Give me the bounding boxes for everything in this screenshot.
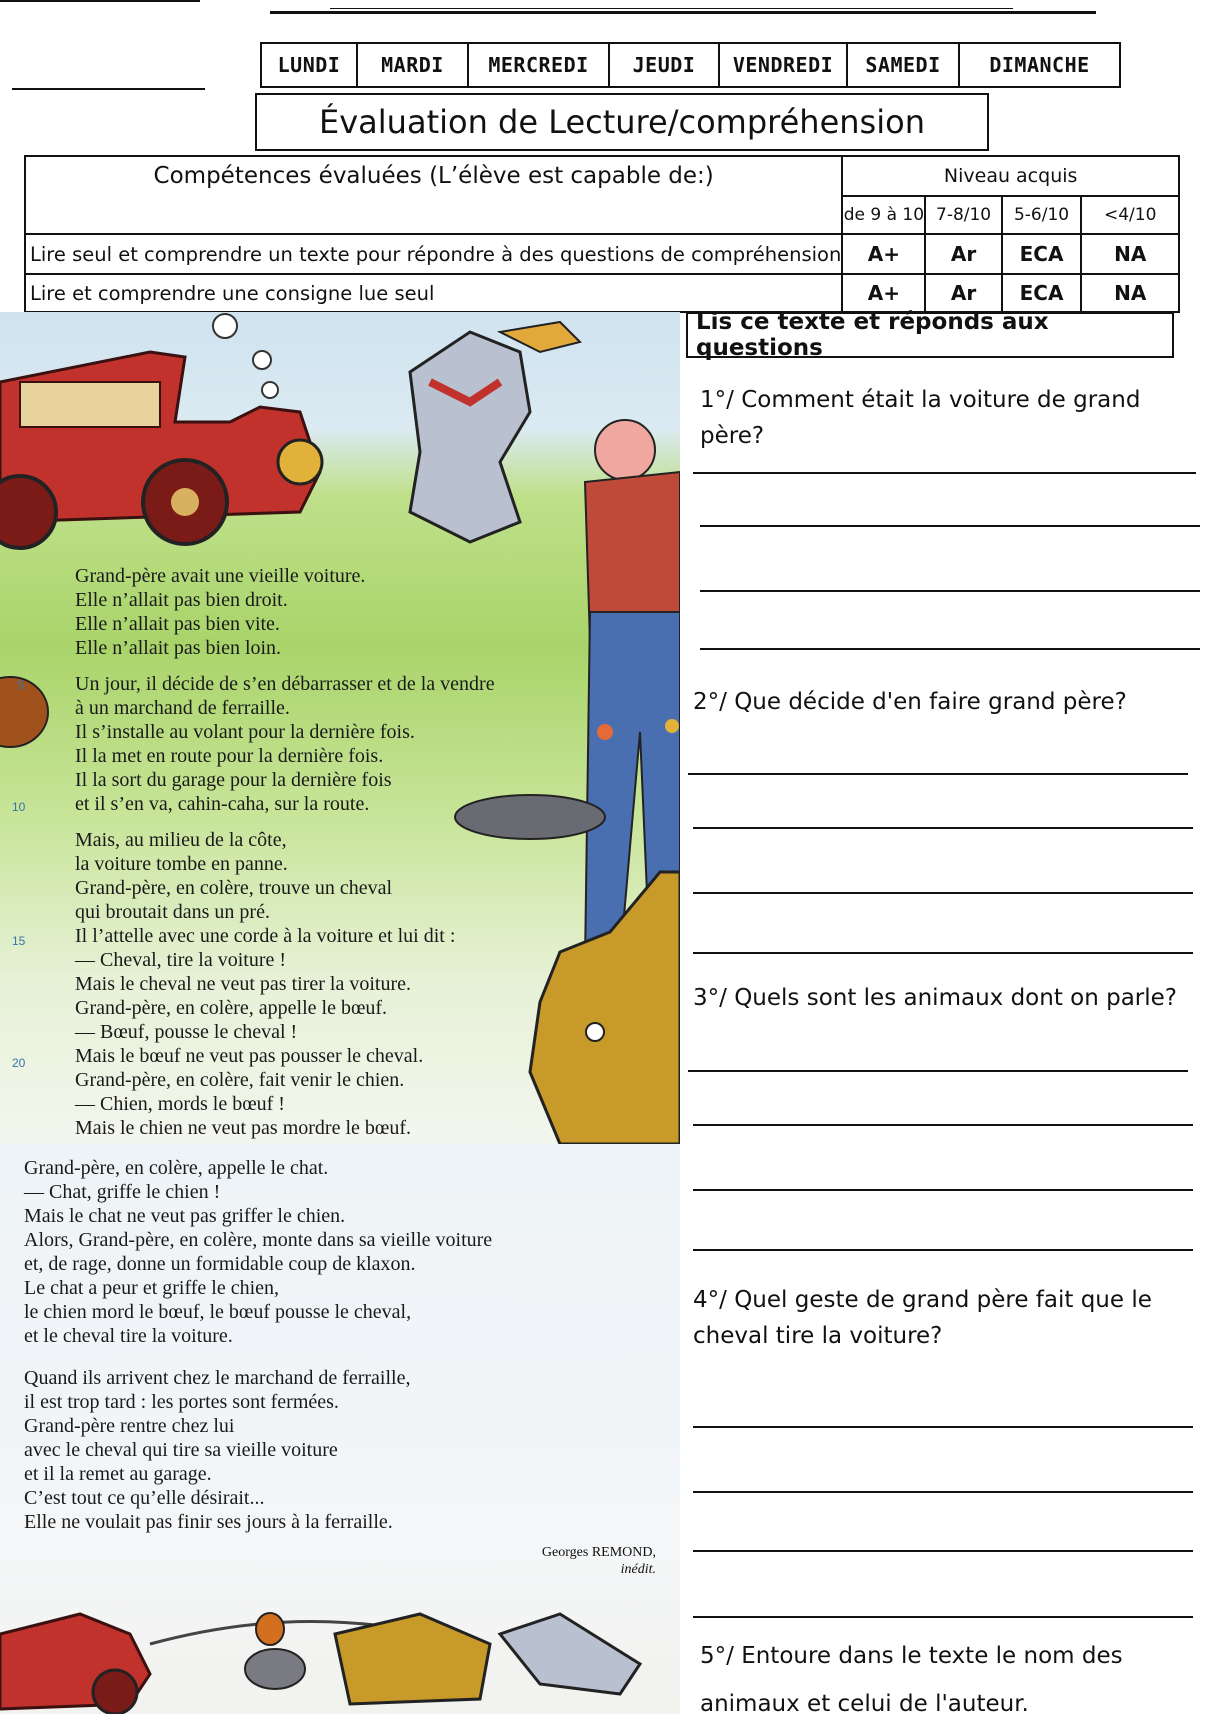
line-number: 20	[12, 1056, 26, 1070]
competence-label: Lire seul et comprendre un texte pour répondre à des questions de compréhension	[25, 234, 842, 274]
day-mercredi[interactable]: MERCREDI	[469, 44, 610, 86]
story-stanza-1: Grand-père avait une vieille voiture. Elle n’allait pas bien droit. Elle n’allait pas bien vite. Elle n’allait pas bien loin.	[75, 565, 366, 659]
table-row	[25, 234, 1179, 274]
day-samedi[interactable]: SAMEDI	[848, 44, 960, 86]
answer-line[interactable]	[693, 1550, 1193, 1552]
answer-line[interactable]	[693, 892, 1193, 894]
level-ar[interactable]: Ar	[925, 274, 1001, 312]
answer-line[interactable]	[700, 648, 1200, 650]
question-2: 2°/ Que décide d'en faire grand père?	[693, 689, 1127, 715]
day-vendredi[interactable]: VENDREDI	[720, 44, 848, 86]
scale-under-4: <4/10	[1081, 196, 1179, 234]
top-long-line	[270, 11, 1096, 14]
author-name: Georges REMOND,	[541, 1545, 656, 1560]
page-title: Évaluation de Lecture/compréhension	[255, 93, 989, 151]
table-row	[25, 274, 1179, 312]
line-number: 5	[18, 678, 25, 692]
answer-line[interactable]	[693, 1249, 1193, 1251]
answer-line[interactable]	[693, 1616, 1193, 1618]
question-4: 4°/ Quel geste de grand père fait que le cheval tire la voiture?	[693, 1287, 1152, 1349]
line-number: 10	[12, 800, 26, 814]
day-mardi[interactable]: MARDI	[358, 44, 469, 86]
competences-table	[24, 155, 1180, 313]
day-lundi[interactable]: LUNDI	[262, 44, 358, 86]
answer-line[interactable]	[693, 1189, 1193, 1191]
answer-line[interactable]	[693, 1124, 1193, 1126]
top-left-line	[0, 0, 200, 2]
date-line	[12, 88, 205, 90]
question-5: 5°/ Entoure dans le texte le nom des animaux et celui de l'auteur.	[700, 1643, 1123, 1717]
day-jeudi[interactable]: JEUDI	[610, 44, 720, 86]
competence-label: Lire et comprendre une consigne lue seul	[25, 274, 842, 312]
story-illustration-bottom	[0, 1144, 680, 1714]
story-stanza-4: Grand-père, en colère, appelle le chat. — Chat, griffe le chien ! Mais le chat ne veut pas griffer le chien. Alors, Grand-père, en colère, monte dans sa vieille voiture et, de rage, donne un formidable coup de klaxon. Le chat a peur et griffe le chien, le chien mord le bœuf, le bœuf pousse le cheval, et le cheval tire la voiture.	[24, 1157, 493, 1347]
illustration-animal-chain	[0, 1574, 680, 1714]
question-1: 1°/ Comment était la voiture de grand père?	[700, 387, 1141, 449]
level-a-plus[interactable]: A+	[842, 234, 925, 274]
answer-line[interactable]	[693, 1426, 1193, 1428]
answer-line[interactable]	[693, 827, 1193, 829]
level-eca[interactable]: ECA	[1002, 234, 1082, 274]
level-na[interactable]: NA	[1081, 274, 1179, 312]
question-3: 3°/ Quels sont les animaux dont on parle?	[693, 985, 1177, 1011]
level-eca[interactable]: ECA	[1002, 274, 1082, 312]
niveau-header: Niveau acquis	[842, 156, 1179, 196]
scale-5-6: 5-6/10	[1002, 196, 1082, 234]
answer-line[interactable]	[688, 773, 1188, 775]
answer-line[interactable]	[688, 1070, 1188, 1072]
story-stanza-5: Quand ils arrivent chez le marchand de ferraille, il est trop tard : les portes sont fermées. Grand-père rentre chez lui avec le cheval qui tire sa vieille voiture et il la remet au garage. C’est tout ce qu’elle désirait... Elle ne voulait pas finir ses jours à la ferraille.	[24, 1367, 411, 1533]
day-dimanche[interactable]: DIMANCHE	[989, 53, 1090, 77]
answer-line[interactable]	[700, 525, 1200, 527]
story-illustration-top	[0, 312, 680, 1144]
answer-line[interactable]	[693, 1491, 1193, 1493]
scale-9-10: de 9 à 10	[842, 196, 925, 234]
author-note: inédit.	[620, 1562, 656, 1577]
answer-line[interactable]	[693, 472, 1196, 474]
level-ar[interactable]: Ar	[925, 234, 1001, 274]
instruction-box: Lis ce texte et réponds aux questions	[686, 312, 1174, 358]
scale-7-8: 7-8/10	[925, 196, 1001, 234]
author-credit	[542, 1544, 656, 1578]
level-na[interactable]: NA	[1081, 234, 1179, 274]
story-stanza-3: Mais, au milieu de la côte, la voiture tombe en panne. Grand-père, en colère, trouve un cheval qui broutait dans un pré. Il l’attelle avec une corde à la voiture et lui dit : — Cheval, tire la voiture ! Mais le cheval ne veut pas tirer la voiture. Grand-père, en colère, appelle le bœuf. — Bœuf, pousse le cheval ! Mais le bœuf ne veut pas pousser le cheval. Grand-père, en colère, fait venir le chien. — Chien, mords le bœuf ! Mais le chien ne veut pas mordre le bœuf.	[75, 829, 456, 1139]
answer-line[interactable]	[700, 590, 1200, 592]
line-number: 15	[12, 934, 26, 948]
answer-line[interactable]	[693, 952, 1193, 954]
level-a-plus[interactable]: A+	[842, 274, 925, 312]
competences-header: Compétences évaluées (L’élève est capable de:)	[25, 156, 842, 234]
weekday-selector	[260, 42, 1121, 88]
top-name-line	[330, 8, 1013, 9]
story-stanza-2: Un jour, il décide de s’en débarrasser et de la vendre à un marchand de ferraille. Il s’installe au volant pour la dernière fois. Il la met en route pour la dernière fois. Il la sort du garage pour la dernière fois et il s’en va, cahin-caha, sur la route.	[75, 673, 495, 815]
